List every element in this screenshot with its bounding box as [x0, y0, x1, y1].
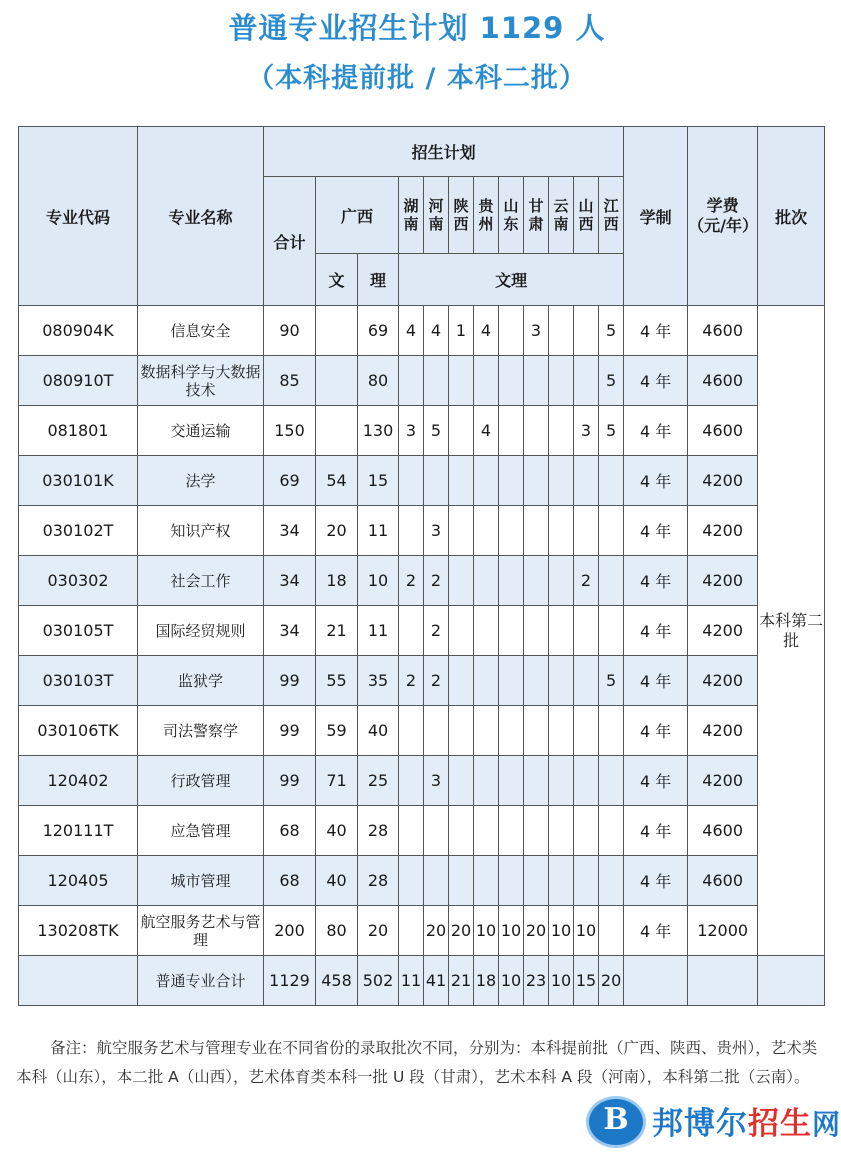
- table-cell: 5: [599, 406, 624, 456]
- table-cell: 社会工作: [138, 556, 264, 606]
- table-cell: [474, 556, 499, 606]
- table-cell: 11: [358, 606, 399, 656]
- table-cell: [599, 456, 624, 506]
- table-cell: 国际经贸规则: [138, 606, 264, 656]
- table-cell: [549, 406, 574, 456]
- table-cell: 200: [264, 906, 316, 956]
- logo-text: 邦博尔招生网: [652, 1106, 841, 1142]
- table-cell: 4 年: [624, 306, 688, 356]
- table-cell: [524, 556, 549, 606]
- table-cell: 081801: [19, 406, 138, 456]
- table-row: [19, 656, 825, 706]
- header-total: 合计: [264, 177, 316, 306]
- table-cell: [549, 356, 574, 406]
- table-cell: 15: [574, 956, 599, 1006]
- header-duration: 学制: [624, 127, 688, 306]
- table-cell: 1129: [264, 956, 316, 1006]
- table-cell: 航空服务艺术与管理: [138, 906, 264, 956]
- table-cell: [316, 306, 358, 356]
- table-cell: 4 年: [624, 506, 688, 556]
- table-cell: [424, 356, 449, 406]
- table-cell: 3: [424, 756, 449, 806]
- header-wen: 文: [316, 254, 358, 306]
- table-row: [19, 906, 825, 956]
- table-cell: 3: [524, 306, 549, 356]
- table-cell: [499, 856, 524, 906]
- table-cell: [599, 556, 624, 606]
- table-cell: [499, 456, 524, 506]
- table-cell: 80: [316, 906, 358, 956]
- table-cell: 080910T: [19, 356, 138, 406]
- table-cell: 应急管理: [138, 806, 264, 856]
- table-cell: 99: [264, 656, 316, 706]
- table-row: [19, 606, 825, 656]
- table-cell: 10: [358, 556, 399, 606]
- table-cell: 030106TK: [19, 706, 138, 756]
- table-cell: [624, 956, 688, 1006]
- table-cell: 120405: [19, 856, 138, 906]
- table-cell: [449, 706, 474, 756]
- table-cell: [599, 756, 624, 806]
- table-cell: 普通专业合计: [138, 956, 264, 1006]
- table-cell: 行政管理: [138, 756, 264, 806]
- header-guangxi: 广西: [316, 177, 399, 254]
- table-cell: [499, 556, 524, 606]
- table-cell: 030302: [19, 556, 138, 606]
- table-row: [19, 306, 825, 356]
- table-cell: 34: [264, 556, 316, 606]
- table-cell: [574, 456, 599, 506]
- table-cell: 4 年: [624, 356, 688, 406]
- table-cell: 监狱学: [138, 656, 264, 706]
- table-cell: 10: [549, 906, 574, 956]
- header-wenli: 文理: [399, 254, 624, 306]
- table-cell: 2: [574, 556, 599, 606]
- table-cell: [549, 756, 574, 806]
- header-code: 专业代码: [19, 127, 138, 306]
- table-cell: 21: [316, 606, 358, 656]
- table-cell: [449, 456, 474, 506]
- table-cell: 502: [358, 956, 399, 1006]
- table-cell: 2: [424, 556, 449, 606]
- table-cell: [474, 456, 499, 506]
- table-cell: [524, 356, 549, 406]
- table-cell: [424, 806, 449, 856]
- table-cell: [574, 856, 599, 906]
- table-cell: [599, 506, 624, 556]
- header-province: 山西: [574, 177, 599, 254]
- table-cell: [524, 806, 549, 856]
- table-cell: 4: [399, 306, 424, 356]
- table-cell: 4 年: [624, 806, 688, 856]
- header-li: 理: [358, 254, 399, 306]
- table-cell: 10: [499, 956, 524, 1006]
- table-cell: 120402: [19, 756, 138, 806]
- table-cell: [474, 806, 499, 856]
- table-cell: 69: [264, 456, 316, 506]
- table-cell: 2: [399, 556, 424, 606]
- table-cell: 54: [316, 456, 358, 506]
- table-cell: [574, 706, 599, 756]
- table-cell: 4: [474, 406, 499, 456]
- table-cell: 23: [524, 956, 549, 1006]
- site-logo[interactable]: [586, 1092, 841, 1148]
- table-cell: 150: [264, 406, 316, 456]
- table-row: [19, 356, 825, 406]
- table-cell: 41: [424, 956, 449, 1006]
- table-cell: [399, 756, 424, 806]
- table-cell: 40: [316, 856, 358, 906]
- table-cell: [599, 906, 624, 956]
- table-cell: 11: [358, 506, 399, 556]
- table-cell: 4600: [688, 806, 758, 856]
- table-cell: 55: [316, 656, 358, 706]
- enrollment-plan-table: [18, 126, 825, 1006]
- header-province: 山东: [499, 177, 524, 254]
- table-cell: [474, 756, 499, 806]
- table-cell: [524, 506, 549, 556]
- table-cell: [524, 656, 549, 706]
- table-cell: 4 年: [624, 656, 688, 706]
- header-province: 河南: [424, 177, 449, 254]
- table-cell: [758, 956, 825, 1006]
- table-cell: 1: [449, 306, 474, 356]
- table-cell: 4200: [688, 706, 758, 756]
- table-cell: [424, 856, 449, 906]
- table-cell: [449, 756, 474, 806]
- table-cell: 4600: [688, 356, 758, 406]
- table-cell: [474, 656, 499, 706]
- table-cell: 4 年: [624, 906, 688, 956]
- table-cell: [499, 306, 524, 356]
- table-cell: [399, 456, 424, 506]
- batch-cell: 本科第二批: [758, 306, 825, 956]
- table-cell: 28: [358, 856, 399, 906]
- table-cell: 34: [264, 506, 316, 556]
- table-cell: [574, 506, 599, 556]
- page-title: 普通专业招生计划 1129 人: [228, 11, 606, 45]
- table-cell: 司法警察学: [138, 706, 264, 756]
- table-cell: [499, 806, 524, 856]
- table-row: [19, 706, 825, 756]
- table-cell: 数据科学与大数据技术: [138, 356, 264, 406]
- table-cell: [424, 456, 449, 506]
- table-cell: 4 年: [624, 406, 688, 456]
- table-cell: 4: [424, 306, 449, 356]
- table-row: [19, 856, 825, 906]
- table-cell: 4600: [688, 856, 758, 906]
- table-cell: 4 年: [624, 606, 688, 656]
- table-cell: 030103T: [19, 656, 138, 706]
- table-cell: [449, 406, 474, 456]
- header-fee: 学费（元/年）: [688, 127, 758, 306]
- table-cell: 5: [599, 656, 624, 706]
- table-cell: [524, 456, 549, 506]
- table-cell: [499, 756, 524, 806]
- table-cell: [574, 606, 599, 656]
- header-plan: 招生计划: [264, 127, 624, 177]
- table-cell: [549, 706, 574, 756]
- table-cell: [574, 356, 599, 406]
- table-cell: 25: [358, 756, 399, 806]
- table-cell: [399, 706, 424, 756]
- table-cell: [474, 506, 499, 556]
- table-cell: 3: [399, 406, 424, 456]
- header-province: 甘肃: [524, 177, 549, 254]
- table-cell: 5: [424, 406, 449, 456]
- table-cell: 5: [599, 356, 624, 406]
- table-row: [19, 406, 825, 456]
- table-cell: 信息安全: [138, 306, 264, 356]
- table-cell: 10: [574, 906, 599, 956]
- table-cell: [599, 606, 624, 656]
- table-cell: 城市管理: [138, 856, 264, 906]
- table-cell: 80: [358, 356, 399, 406]
- table-cell: 20: [424, 906, 449, 956]
- table-cell: 4200: [688, 606, 758, 656]
- table-cell: 21: [449, 956, 474, 1006]
- table-cell: [549, 606, 574, 656]
- footnote: 备注：航空服务艺术与管理专业在不同省份的录取批次不同，分别为：本科提前批（广西、陕西、贵州），艺术类本科（山东），本二批 A（山西），艺术体育类本科一批 U 段（甘肃），艺术本科 A 段（河南），本科第二批（云南）。: [16, 1039, 818, 1086]
- table-cell: 90: [264, 306, 316, 356]
- table-cell: [549, 506, 574, 556]
- table-cell: [399, 606, 424, 656]
- table-cell: 4600: [688, 306, 758, 356]
- table-row: [19, 456, 825, 506]
- table-cell: 3: [574, 406, 599, 456]
- table-cell: [524, 406, 549, 456]
- table-cell: [524, 756, 549, 806]
- table-cell: 130208TK: [19, 906, 138, 956]
- table-cell: 4 年: [624, 706, 688, 756]
- table-cell: [524, 706, 549, 756]
- table-cell: [499, 406, 524, 456]
- header-province: 江西: [599, 177, 624, 254]
- table-cell: [574, 306, 599, 356]
- table-cell: 68: [264, 806, 316, 856]
- table-cell: [474, 706, 499, 756]
- table-cell: [19, 956, 138, 1006]
- table-cell: 080904K: [19, 306, 138, 356]
- table-cell: [316, 356, 358, 406]
- table-cell: [399, 356, 424, 406]
- table-cell: 10: [549, 956, 574, 1006]
- table-cell: 28: [358, 806, 399, 856]
- table-cell: [399, 856, 424, 906]
- table-cell: 交通运输: [138, 406, 264, 456]
- table-cell: [449, 856, 474, 906]
- table-cell: 11: [399, 956, 424, 1006]
- table-cell: 030101K: [19, 456, 138, 506]
- table-cell: 2: [424, 656, 449, 706]
- table-cell: [599, 806, 624, 856]
- table-cell: 18: [316, 556, 358, 606]
- table-cell: 40: [316, 806, 358, 856]
- table-cell: 4200: [688, 656, 758, 706]
- table-cell: [499, 356, 524, 406]
- table-cell: 18: [474, 956, 499, 1006]
- table-cell: 10: [474, 906, 499, 956]
- header-province: 湖南: [399, 177, 424, 254]
- table-cell: 知识产权: [138, 506, 264, 556]
- table-cell: 120111T: [19, 806, 138, 856]
- table-cell: 99: [264, 756, 316, 806]
- table-cell: 4 年: [624, 856, 688, 906]
- table-cell: 69: [358, 306, 399, 356]
- table-cell: 3: [424, 506, 449, 556]
- table-cell: [449, 806, 474, 856]
- table-row: [19, 506, 825, 556]
- table-cell: [524, 856, 549, 906]
- table-cell: 20: [449, 906, 474, 956]
- table-cell: [499, 506, 524, 556]
- table-cell: 5: [599, 306, 624, 356]
- table-cell: 71: [316, 756, 358, 806]
- table-cell: 20: [524, 906, 549, 956]
- table-cell: 34: [264, 606, 316, 656]
- table-cell: 99: [264, 706, 316, 756]
- table-cell: 15: [358, 456, 399, 506]
- table-cell: 4: [474, 306, 499, 356]
- logo-badge-icon: B: [586, 1096, 646, 1148]
- header-province: 贵州: [474, 177, 499, 254]
- table-cell: [499, 656, 524, 706]
- table-row: [19, 756, 825, 806]
- table-cell: [499, 606, 524, 656]
- table-cell: 2: [399, 656, 424, 706]
- table-cell: [449, 606, 474, 656]
- table-cell: [399, 806, 424, 856]
- table-cell: 40: [358, 706, 399, 756]
- table-cell: [449, 506, 474, 556]
- table-cell: [574, 756, 599, 806]
- table-cell: 030102T: [19, 506, 138, 556]
- table-cell: 030105T: [19, 606, 138, 656]
- table-cell: [399, 906, 424, 956]
- table-cell: [574, 656, 599, 706]
- summary-row: [19, 956, 825, 1006]
- header-name: 专业名称: [138, 127, 264, 306]
- table-cell: [599, 856, 624, 906]
- table-cell: 法学: [138, 456, 264, 506]
- table-cell: [474, 856, 499, 906]
- table-cell: 4200: [688, 556, 758, 606]
- table-cell: 20: [599, 956, 624, 1006]
- table-cell: [574, 806, 599, 856]
- table-cell: 35: [358, 656, 399, 706]
- table-cell: 2: [424, 606, 449, 656]
- table-cell: [549, 656, 574, 706]
- table-cell: 4200: [688, 756, 758, 806]
- table-cell: [549, 806, 574, 856]
- table-cell: [474, 356, 499, 406]
- table-cell: 10: [499, 906, 524, 956]
- table-cell: [499, 706, 524, 756]
- table-cell: [549, 456, 574, 506]
- table-cell: [599, 706, 624, 756]
- header-province: 陕西: [449, 177, 474, 254]
- table-cell: 20: [358, 906, 399, 956]
- page-subtitle: （本科提前批 / 本科二批）: [247, 63, 587, 94]
- table-cell: 59: [316, 706, 358, 756]
- table-cell: [688, 956, 758, 1006]
- table-row: [19, 556, 825, 606]
- table-cell: [549, 556, 574, 606]
- table-cell: 68: [264, 856, 316, 906]
- header-province: 云南: [549, 177, 574, 254]
- table-row: [19, 806, 825, 856]
- table-cell: 12000: [688, 906, 758, 956]
- table-cell: 458: [316, 956, 358, 1006]
- table-cell: [424, 706, 449, 756]
- table-cell: [474, 606, 499, 656]
- table-cell: 4 年: [624, 456, 688, 506]
- table-cell: 4600: [688, 406, 758, 456]
- table-cell: [316, 406, 358, 456]
- table-cell: 4 年: [624, 556, 688, 606]
- table-cell: 4200: [688, 506, 758, 556]
- table-cell: [449, 656, 474, 706]
- table-cell: [549, 306, 574, 356]
- table-cell: [524, 606, 549, 656]
- table-cell: 4200: [688, 456, 758, 506]
- table-cell: [449, 556, 474, 606]
- table-cell: [399, 506, 424, 556]
- table-cell: 85: [264, 356, 316, 406]
- table-cell: 20: [316, 506, 358, 556]
- header-batch: 批次: [758, 127, 825, 306]
- table-cell: 4 年: [624, 756, 688, 806]
- table-cell: [449, 356, 474, 406]
- table-cell: [549, 856, 574, 906]
- table-cell: 130: [358, 406, 399, 456]
